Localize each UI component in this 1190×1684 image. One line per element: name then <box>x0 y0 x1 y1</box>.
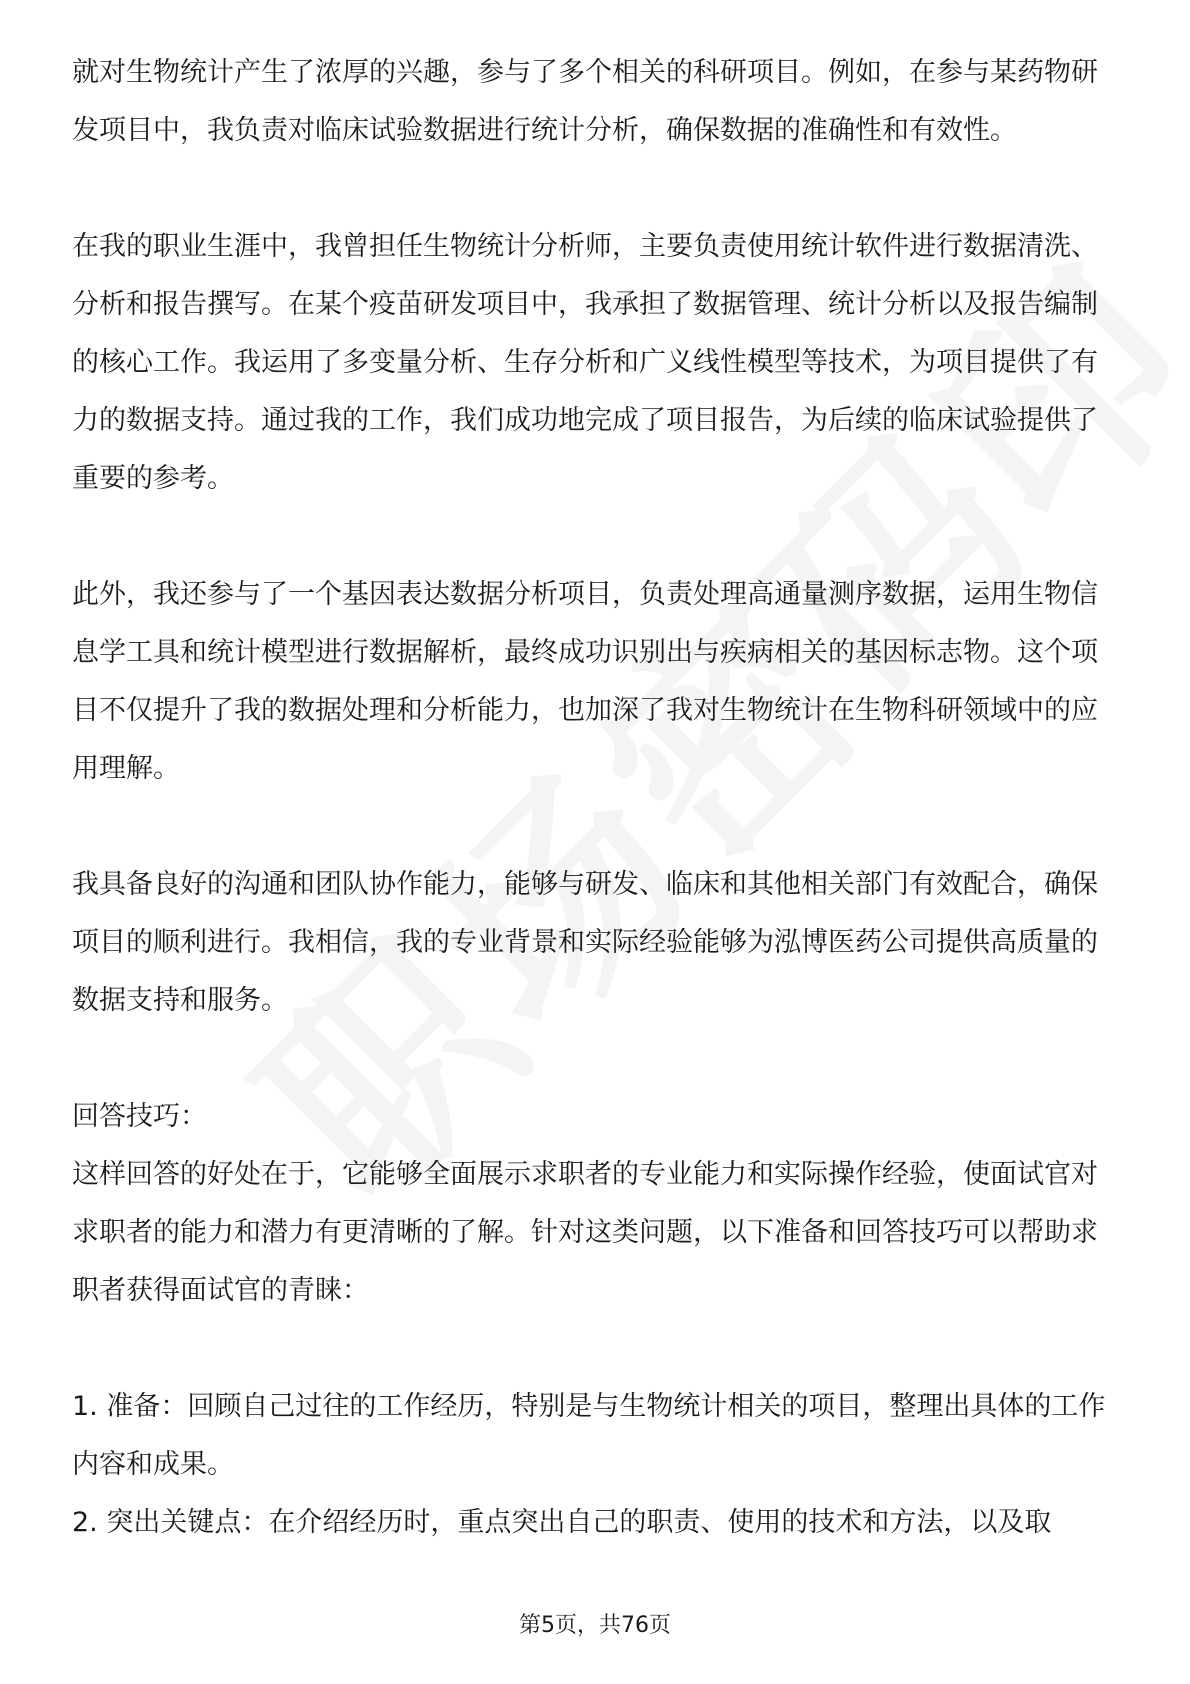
paragraph-1: 就对生物统计产生了浓厚的兴趣，参与了多个相关的科研项目。例如，在参与某药物研发项目中，我负责对临床试验数据进行统计分析，确保数据的准确性和有效性。 <box>72 57 1098 146</box>
document-body <box>72 44 1122 1552</box>
paragraph-2: 在我的职业生涯中，我曾担任生物统计分析师，主要负责使用统计软件进行数据清洗、分析和报告撰写。在某个疫苗研发项目中，我承担了数据管理、统计分析以及报告编制的核心工作。我运用了多变量分析、生存分析和广义线性模型等技术，为项目提供了有力的数据支持。通过我的工作，我们成功地完成了项目报告，为后续的临床试验提供了重要的参考。 <box>72 231 1098 494</box>
tips-heading: 回答技巧： <box>72 1101 207 1132</box>
tips-item-2: 2. 突出关键点：在介绍经历时，重点突出自己的职责、使用的技术和方法，以及取 <box>72 1507 1052 1538</box>
tips-intro: 这样回答的好处在于，它能够全面展示求职者的专业能力和实际操作经验，使面试官对求职者的能力和潜力有更清晰的了解。针对这类问题，以下准备和回答技巧可以帮助求职者获得面试官的青睐： <box>72 1159 1098 1306</box>
tips-item-1: 1. 准备：回顾自己过往的工作经历，特别是与生物统计相关的项目，整理出具体的工作内容和成果。 <box>72 1391 1106 1480</box>
page-number: 第5页，共76页 <box>519 1613 671 1638</box>
paragraph-3: 此外，我还参与了一个基因表达数据分析项目，负责处理高通量测序数据，运用生物信息学工具和统计模型进行数据解析，最终成功识别出与疾病相关的基因标志物。这个项目不仅提升了我的数据处理和分析能力，也加深了我对生物统计在生物科研领域中的应用理解。 <box>72 579 1098 784</box>
paragraph-4: 我具备良好的沟通和团队协作能力，能够与研发、临床和其他相关部门有效配合，确保项目的顺利进行。我相信，我的专业背景和实际经验能够为泓博医药公司提供高质量的数据支持和服务。 <box>72 869 1098 1016</box>
